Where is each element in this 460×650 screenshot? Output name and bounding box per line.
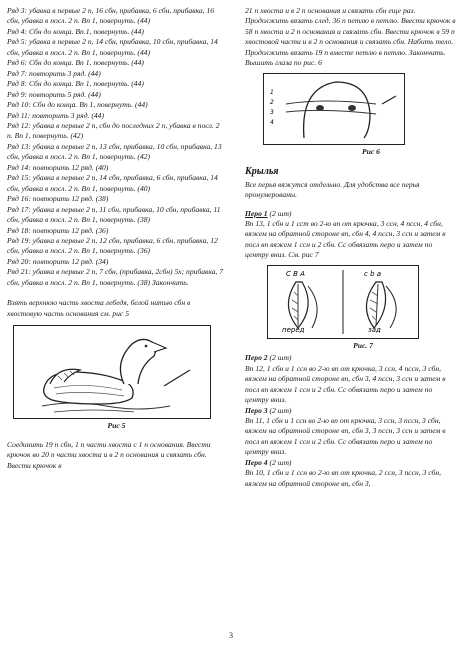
feather-1-qty: (2 шт) [269,208,292,218]
figure-6 [263,73,405,145]
feather-3-title: Перо 3 [245,405,268,415]
head-illustration [264,74,404,144]
instruction-row: Ряд 8: Сбн до конца. Вп 1, повернуть. (44) [7,79,144,89]
feather-3-heading [245,406,457,416]
fig6-label-2: 2 [270,98,274,106]
figure-7-caption: Рис. 7 [353,340,373,350]
instruction-row: Ряд 9: повторить 5 ряд. (44) [7,89,101,99]
feather-1-text: Вп 13, 1 сбн и 1 сст во 2-ю вп от крючка, 3 ссн, 4 пссн, 4 сбн, вяжем на обратной стороне вп, сбн 4, 4 пссн, 3 ссн и затем в посл вп вяжем 1 ссн и 2 сбн. Сс обвязать перо и затем по центру вниз. См. рис 7 [245,218,446,260]
tail-instruction: Взять верхнюю часть хвоста лебедя, белой нитью сбн в хвостовую часть основания см. рис 5 [7,298,191,318]
body-continuation: 21 п хвоста и в 2 п основания и связать сбн еще раз. Продолжить вязать след. 36 п петлю в петлю. Ввести крючок в 58 п хвоста и 2 п основания и связать сбн. Ввести крючок в 59 п хвостовой части и в 2 п основания и связать сбн. Набить тело. Продолжить вязать 19 п вместе петлю в петлю. Закончить. Вышить глаза по рис. 6 [245,6,456,68]
instruction-row: Ряд 21: убавка в первые 2 п, 7 сбн, (прибавка, 2сбн) 5х; прибавка, 7 сбн, убавка в посл. 2 п. Вп 1, повернуть. (38) Закончить. [7,267,224,287]
feather-1-heading [245,209,457,219]
feather-4-text: Вп 10, 1 сбн и 1 ссн во 2-ю вп от крючка, 2 ссн, 3 пссн, 3 сбн, вяжем на обратной стороне вп, сбн 3, [245,468,442,488]
instruction-row: Ряд 17: убавка в первые 2 п, 11 сбн, прибавка, 10 сбн, прибавка, 11 сбн, убавка в посл. 2 п. Вп 1, повернуть. (38) [7,204,221,225]
instruction-row: Ряд 13: убавка в первые 2 п, 13 сбн, прибавка, 10 сбн, прибавка, 13 сбн, убавка в посл. 2 п. Вп 1, повернуть. (42) [7,141,222,162]
instruction-row: Ряд 7: повторить 3 ряд. (44) [7,68,101,78]
feather-4-heading [245,458,457,468]
feather-2-qty: (2 шт) [269,353,292,363]
instruction-row: Ряд 3: убавка в первые 2 п, 16 сбн, прибавка, 6 сбн, прибавка, 16 сбн, убавка в посл. 2 п. Вп 1, повернуть. (44) [7,6,215,26]
feather-4-title: Перо 4 [245,457,268,467]
fig6-label-1: 1 [270,88,274,96]
fig7-label-cba-right: с b а [364,269,382,278]
swan-illustration [14,326,210,418]
feather-2-text: Вп 12, 1 сбн и 1 ссн во 2-ю вп от крючка, 3 ссн, 4 пссн, 3 сбн, вяжем на обратной стороне вп, сбн 3, 4 пссн, 3 ссн и затем в посл вп вяжем 1 ссн и 2 сбн. Сс обвязать перо и затем по центру вниз. [245,363,446,405]
row-list [7,6,226,288]
fig7-label-front: перед [282,325,305,334]
instruction-row: Ряд 14: повторить 12 ряд. (40) [7,162,109,172]
right-column [245,6,457,489]
feather-3-qty: (2 шт) [269,405,292,415]
fig7-label-back: зад [368,325,381,334]
instruction-row: Ряд 12: убавка в первые 2 п, сбн до последних 2 п, убавка в посл. 2 п. Вп 1, повернуть. (42) [7,120,220,141]
join-instruction: Соединить 19 п сбн, 1 п части хвоста с 1 п основания. Ввести крючок во 20 п части хвоста и в 2 п основания и связать сбн. Ввести крючок в [7,439,211,470]
instruction-row: Ряд 18: повторить 12 ряд. (36) [7,225,109,235]
feather-3-text: Вп 11, 1 сбн и 1 ссн во 2-ю вп от крючка, 3 ссн, 3 пссн, 3 сбн, вяжем на обратной стороне вп, сбн 3, 3 пссн, 3 ссн и затем в посл вп вяжем 1 ссн и 2 сбн. Сс обвязать перо и затем по центру вниз. [245,415,446,457]
wings-intro: Все перья вяжутся отдельно. Для удобства все перья пронумерованы. [245,179,420,200]
instruction-row: Ряд 19: убавка в первые 2 п, 12 сбн, прибавка, 6 сбн, прибавка, 12 сбн, убавка в посл. 2 п. Вп 1, повернуть. (36) [7,235,218,256]
figure-5-caption: Рис 5 [107,421,126,431]
feather-1-title: Перо 1 [245,208,268,218]
instruction-row: Ряд 5: убавка в первые 2 п, 14 сбн, прибавка, 10 сбн, прибавка, 14 сбн, убавка в посл. 2 п. Вп 1, повернуть. (44) [7,37,218,57]
fig7-label-cba-left: С В А [286,269,305,278]
feather-illustration [268,266,418,338]
wings-heading: Крылья [245,166,279,178]
left-column [7,6,226,471]
instruction-row: Ряд 6: Сбн до конца. Вп 1, повернуть. (44) [7,58,144,68]
feather-4-qty: (2 шт) [269,457,292,467]
fig6-label-4: 4 [270,118,274,126]
instruction-row: Ряд 16: повторить 12 ряд. (38) [7,194,109,204]
feather-2-title: Перо 2 [245,353,268,363]
instruction-row: Ряд 10: Сбн до конца. Вп 1, повернуть. (44) [7,100,148,110]
figure-6-caption: Рис 6 [362,146,380,156]
instruction-row: Ряд 11: повторить 3 ряд. (44) [7,110,104,120]
fig6-label-3: 3 [270,108,274,116]
figure-7 [267,265,419,339]
page-number: 3 [229,631,233,640]
instruction-row: Ряд 4: Сбн до конца. Вп.1, повернуть. (44) [7,26,144,36]
feather-2-heading [245,353,457,363]
figure-5 [13,325,211,419]
instruction-row: Ряд 20: повторить 12 ряд. (34) [7,256,109,266]
instruction-row: Ряд 15: убавка в первые 2 п, 14 сбн, прибавка, 6 сбн, прибавка, 14 сбн, убавка в посл. 2 п. Вп 1, повернуть. (40) [7,173,218,193]
